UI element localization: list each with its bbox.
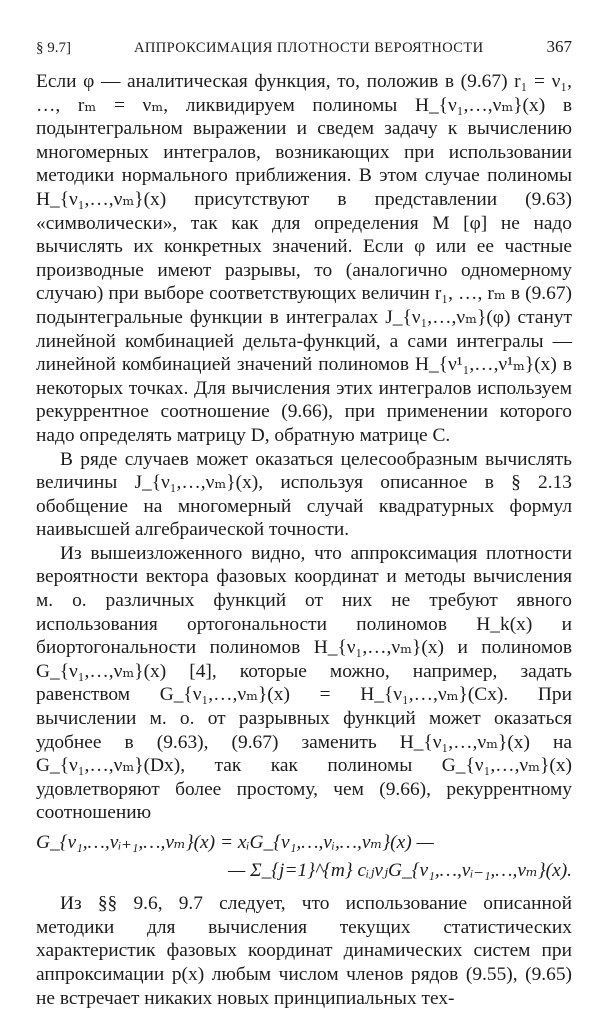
section-reference: § 9.7] [36,40,71,56]
page-number: 367 [546,37,572,56]
paragraph-3: Из вышеизложенного видно, что аппроксимация плотности вероятности вектора фазовых координат и методы вычисления м. о. различных функций от них не требуют явного использования ортогональности полиномов H_k(x) и биортогональности полиномов H_{ν₁,…,νₘ}(x) и полиномов G_{ν₁,…,νₘ}(x) [4], которые можно, например, задать равенством G_{ν₁,…,νₘ}(x) = H_{ν₁,…,νₘ}(Cx). При вычислении м. о. от разрывных функций может оказаться удобнее в (9.63), (9.67) заменить H_{ν₁,…,νₘ}(x) на G_{ν₁,…,νₘ}(Dx), так как полиномы G_{ν₁,…,νₘ}(x) удовлетворяют более простому, чем (9.66), рекуррентному соотношению [36,542,572,824]
recurrence-formula-line-2: — Σ_{j=1}^{m} cᵢⱼνⱼG_{ν₁,…,νᵢ₋₁,…,νₘ}(x). [228,859,572,881]
paragraph-4: Из §§ 9.6, 9.7 следует, что использование описанной методики для вычисления текущих статистических характеристик фазовых координат динамических систем при аппроксимации p(x) любым числом членов рядов (9.55), (9.65) не встречает никаких новых принципиальных тех- [36,893,572,1009]
paragraph-2: В ряде случаев может оказаться целесообразным вычислять величины J_{ν₁,…,νₘ}(x), используя описанное в § 2.13 обобщение на многомерный случай квадратурных формул наивысшей алгебраической точности. [36,448,572,541]
paragraph-1: Если φ — аналитическая функция, то, положив в (9.67) r₁ = ν₁, …, rₘ = νₘ, ликвидируем полиномы H_{ν₁,…,νₘ}(x) в подынтегральном выражении и сведем задачу к вычислению многомерных интегралов, возникающих при использовании методики нормального приближения. В этом случае полиномы H_{ν₁,…,νₘ}(x) присутствуют в представлении (9.63) «символически», так как для определения M [φ] не надо вычислять их конкретных значений. Если φ или ее частные производные имеют разрывы, то (аналогично одномерному случаю) при выборе соответствующих величин r₁, …, rₘ в (9.67) подынтегральные функции в интегралах J_{ν₁,…,νₘ}(φ) станут линейной комбинацией дельта-функций, а сами интегралы — линейной комбинацией значений полиномов H_{ν¹₁,…,ν¹ₘ}(x) в некоторых точках. Для вычисления этих интегралов используем рекуррентное соотношение (9.66), при применении которого надо определять матрицу D, обратную матрице C. [36,71,572,446]
running-head [36,38,572,57]
recurrence-formula-line-1: G_{ν₁,…,νᵢ₊₁,…,νₘ}(x) = xᵢG_{ν₁,…,νᵢ,…,νₘ}(x) — [36,832,434,853]
running-title: АППРОКСИМАЦИЯ ПЛОТНОСТИ ВЕРОЯТНОСТИ [134,40,484,56]
